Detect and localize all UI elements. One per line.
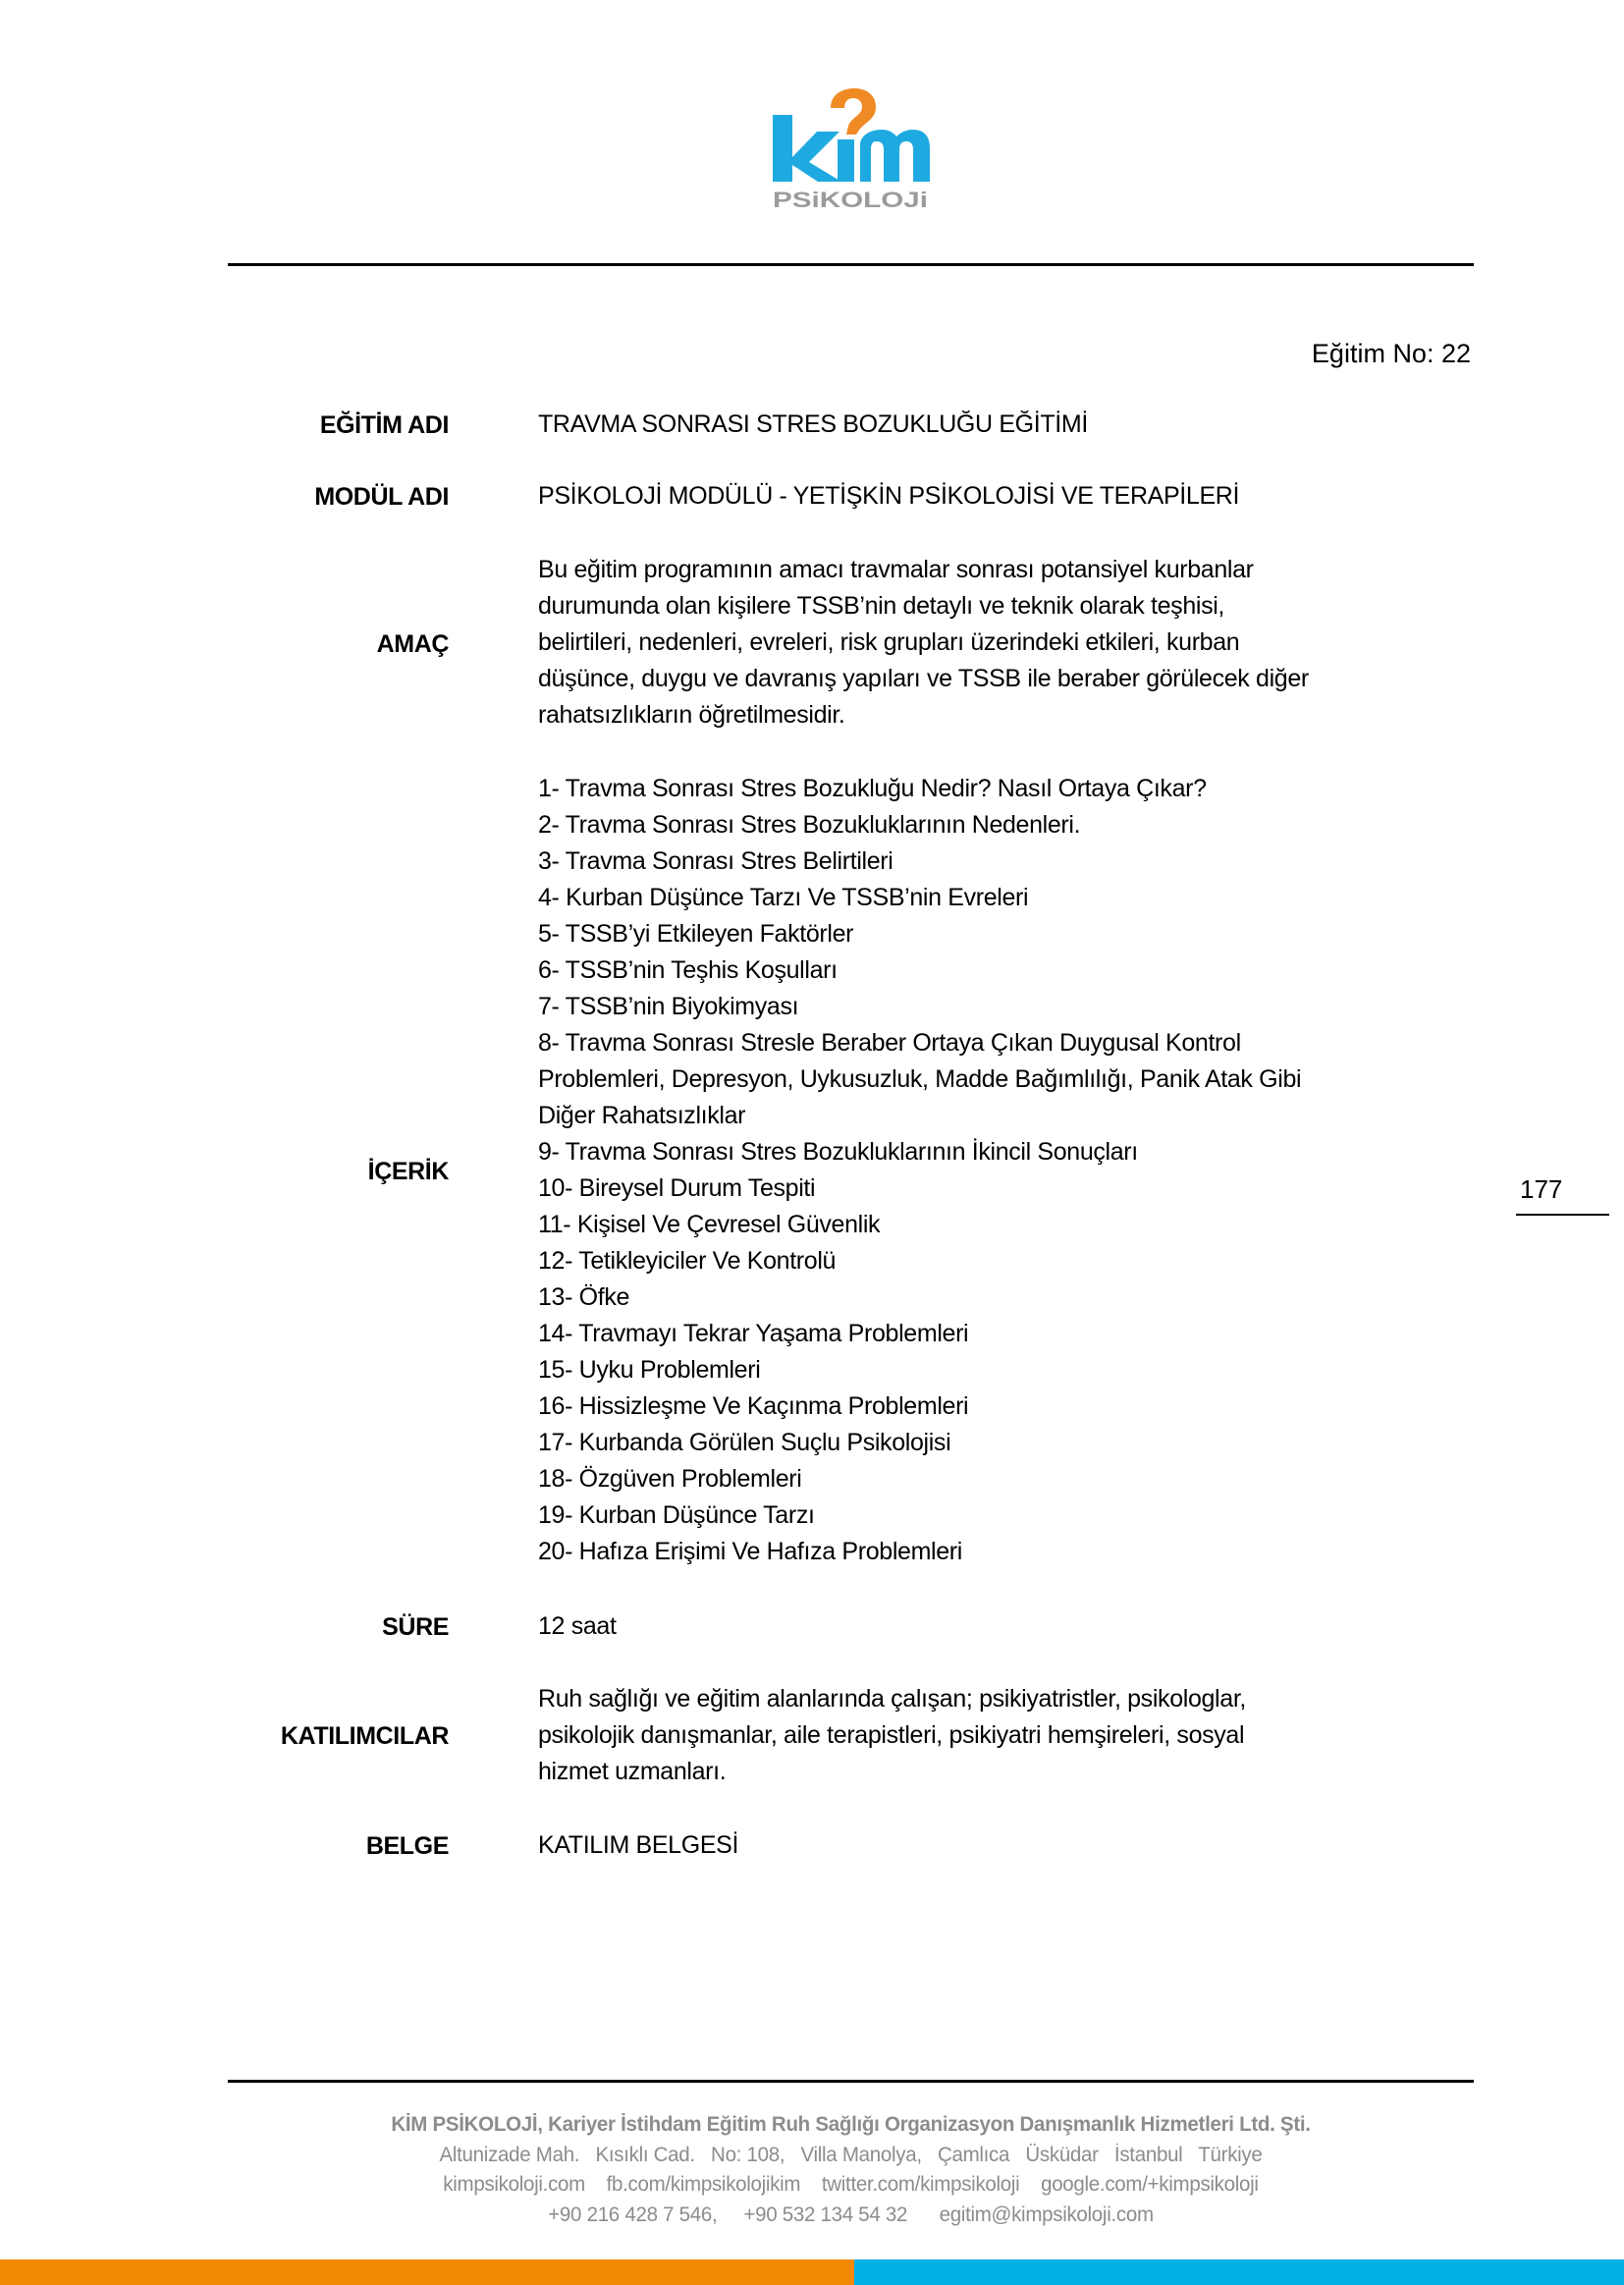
icerik-item: 13- Öfke bbox=[538, 1283, 630, 1311]
kim-psikoloji-logo bbox=[766, 86, 933, 219]
icerik-item: 19- Kurban Düşünce Tarzı bbox=[538, 1501, 815, 1529]
icerik-item: 4- Kurban Düşünce Tarzı Ve TSSB’nin Evreleri bbox=[538, 884, 1029, 911]
icerik-item: Diğer Rahatsızlıklar bbox=[538, 1102, 746, 1129]
sure-label: SÜRE bbox=[382, 1613, 449, 1641]
page-number: 177 bbox=[1520, 1174, 1563, 1204]
modul-adi-value: PSİKOLOJİ MODÜLÜ - YETİŞKİN PSİKOLOJİSİ VE TERAPİLERİ bbox=[538, 482, 1240, 510]
modul-adi-label: MODÜL ADI bbox=[314, 483, 449, 511]
logo-graphic bbox=[766, 86, 933, 219]
amac-line: durumunda olan kişilere TSSB’nin detaylı ve teknik olarak teşhisi, bbox=[538, 592, 1225, 620]
icerik-item: 16- Hissizleşme Ve Kaçınma Problemleri bbox=[538, 1392, 969, 1420]
footer-rule bbox=[228, 2080, 1474, 2083]
icerik-item: 15- Uyku Problemleri bbox=[538, 1356, 761, 1384]
footer-address: Altunizade Mah. Kısıklı Cad. No: 108, Villa Manolya, Çamlıca Üsküdar İstanbul Türkiye bbox=[439, 2143, 1263, 2166]
icerik-item: 8- Travma Sonrası Stresle Beraber Ortaya Çıkan Duygusal Kontrol bbox=[538, 1029, 1241, 1057]
katilimcilar-label: KATILIMCILAR bbox=[280, 1722, 449, 1750]
icerik-item: 17- Kurbanda Görülen Suçlu Psikolojisi bbox=[538, 1429, 951, 1456]
footer-contact: +90 216 428 7 546, +90 532 134 54 32 egitim@kimpsikoloji.com bbox=[548, 2203, 1154, 2226]
katilimcilar-line: Ruh sağlığı ve eğitim alanlarında çalışan; psikiyatristler, psikologlar, bbox=[538, 1685, 1247, 1713]
sure-value: 12 saat bbox=[538, 1612, 617, 1640]
katilimcilar-value bbox=[538, 1681, 1246, 1790]
footer-company: KİM PSİKOLOJİ, Kariyer İstihdam Eğitim Ruh Sağlığı Organizasyon Danışmanlık Hizmetleri Ltd. Şti. bbox=[391, 2113, 1311, 2136]
icerik-item: 7- TSSB’nin Biyokimyası bbox=[538, 993, 799, 1020]
icerik-item: 3- Travma Sonrası Stres Belirtileri bbox=[538, 847, 893, 875]
icerik-item: 9- Travma Sonrası Stres Bozukluklarının İkincil Sonuçları bbox=[538, 1138, 1138, 1166]
icerik-item: 5- TSSB’yi Etkileyen Faktörler bbox=[538, 920, 854, 948]
egitim-adi-value: TRAVMA SONRASI STRES BOZUKLUĞU EĞİTİMİ bbox=[538, 410, 1088, 438]
icerik-item: 10- Bireysel Durum Tespiti bbox=[538, 1174, 816, 1202]
logo-subtitle: PSiKOLOJi bbox=[773, 188, 928, 212]
icerik-item: 1- Travma Sonrası Stres Bozukluğu Nedir? Nasıl Ortaya Çıkar? bbox=[538, 775, 1207, 802]
belge-label: BELGE bbox=[365, 1832, 449, 1860]
amac-line: rahatsızlıkların öğretilmesidir. bbox=[538, 701, 845, 729]
icerik-item: 12- Tetikleyiciler Ve Kontrolü bbox=[538, 1247, 837, 1275]
egitim-adi-label: EĞİTİM ADI bbox=[319, 411, 449, 439]
icerik-item: Problemleri, Depresyon, Uykusuzluk, Madde Bağımlılığı, Panik Atak Gibi bbox=[538, 1065, 1302, 1093]
katilimcilar-line: psikolojik danışmanlar, aile terapistleri, psikiyatri hemşireleri, sosyal bbox=[538, 1721, 1245, 1749]
icerik-item: 6- TSSB’nin Teşhis Koşulları bbox=[538, 956, 838, 984]
belge-value: KATILIM BELGESİ bbox=[538, 1831, 739, 1859]
bottom-bar-orange bbox=[0, 2259, 854, 2285]
icerik-list bbox=[538, 771, 1301, 1570]
amac-line: düşünce, duygu ve davranış yapıları ve TSSB ile beraber görülecek diğer bbox=[538, 665, 1309, 692]
footer bbox=[228, 2110, 1474, 2230]
icerik-item: 14- Travmayı Tekrar Yaşama Problemleri bbox=[538, 1320, 969, 1347]
footer-web: kimpsikoloji.com fb.com/kimpsikolojikim twitter.com/kimpsikoloji google.com/+kimpsikoloji bbox=[443, 2173, 1259, 2196]
icerik-item: 18- Özgüven Problemleri bbox=[538, 1465, 802, 1493]
page-number-rule bbox=[1516, 1214, 1609, 1216]
education-number: Eğitim No: 22 bbox=[1311, 339, 1471, 368]
amac-label: AMAÇ bbox=[376, 630, 449, 658]
amac-line: belirtileri, nedenleri, evreleri, risk grupları üzerindeki etkileri, kurban bbox=[538, 628, 1240, 656]
icerik-label: İÇERİK bbox=[367, 1158, 449, 1185]
amac-value bbox=[538, 552, 1309, 734]
icerik-item: 20- Hafıza Erişimi Ve Hafıza Problemleri bbox=[538, 1538, 962, 1565]
header-rule bbox=[228, 263, 1474, 266]
amac-line: Bu eğitim programının amacı travmalar sonrası potansiyel kurbanlar bbox=[538, 556, 1254, 583]
icerik-item: 2- Travma Sonrası Stres Bozukluklarının Nedenleri. bbox=[538, 811, 1081, 839]
bottom-bar-blue bbox=[854, 2259, 1624, 2285]
katilimcilar-line: hizmet uzmanları. bbox=[538, 1758, 727, 1785]
icerik-item: 11- Kişisel Ve Çevresel Güvenlik bbox=[538, 1211, 881, 1238]
